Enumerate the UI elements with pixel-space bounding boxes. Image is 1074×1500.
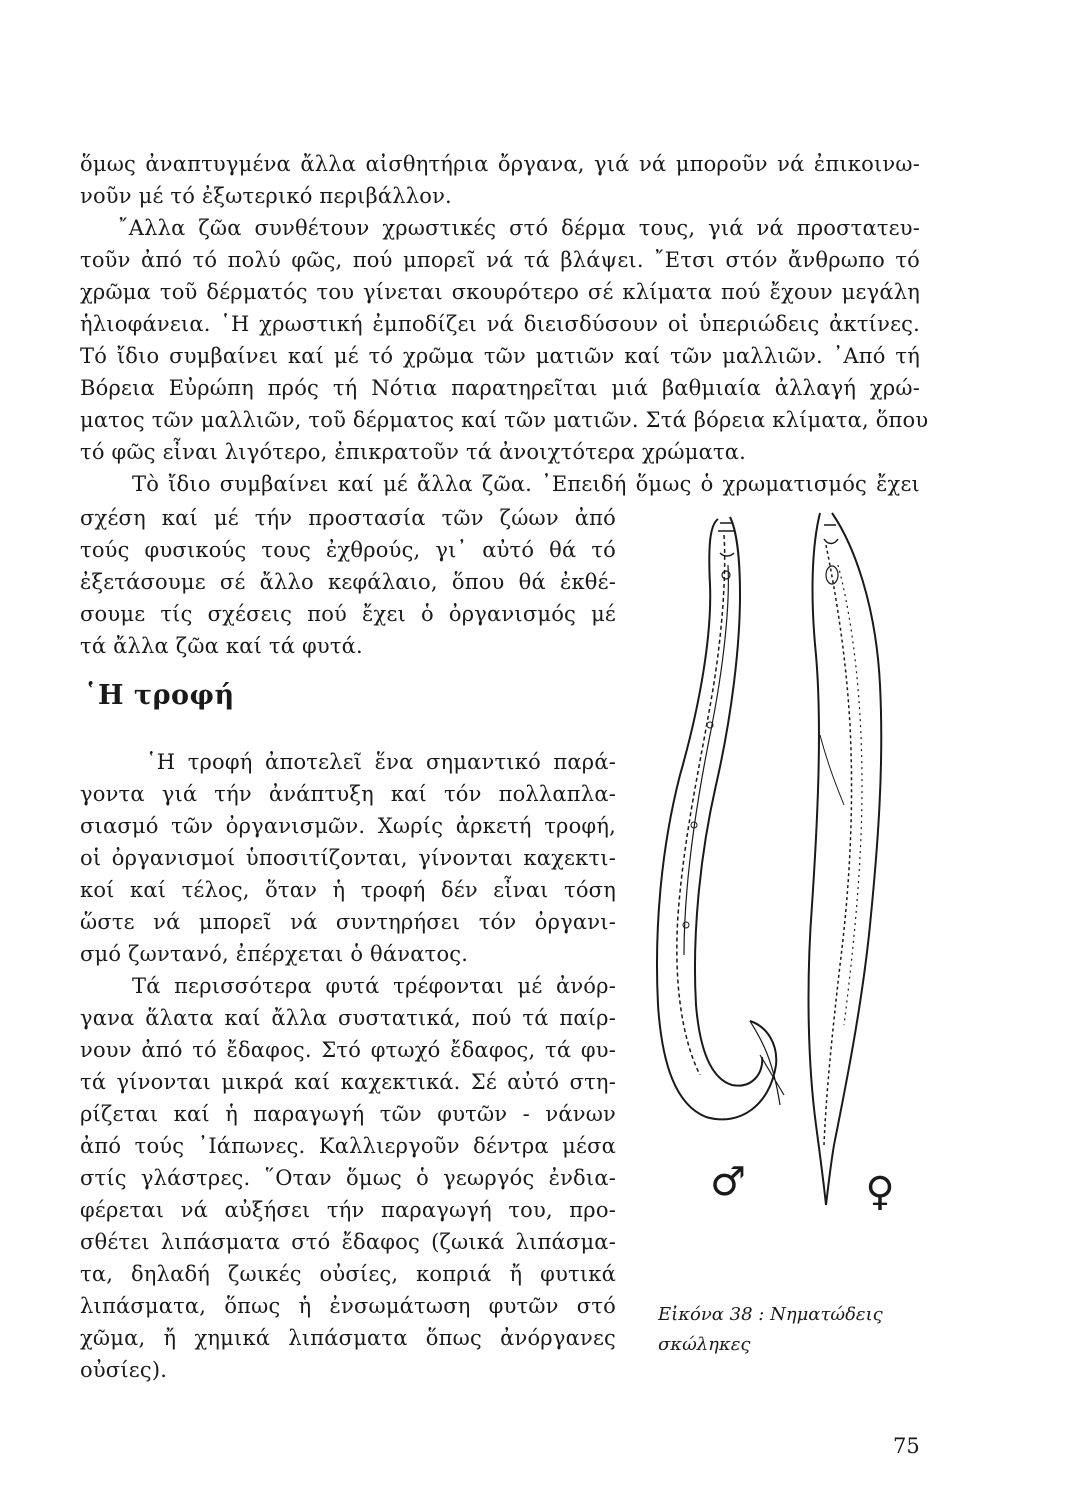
text-line: χρῶμα τοῦ δέρματός του γίνεται σκουρότερο σέ κλίματα πού ἔχουν μεγάλη <box>80 280 920 304</box>
text-line: σθέτει λιπάσματα στό ἔδαφος (ζωικά λιπάσμα- <box>80 1230 616 1254</box>
male-symbol: ♂ <box>710 1159 746 1205</box>
section-heading: ῾Η τροφή <box>84 680 235 711</box>
text-line: οὐσίες). <box>80 1358 168 1382</box>
text-line: γοντα γιά τήν ἀνάπτυξη καί τόν πολλαπλα- <box>80 782 616 806</box>
text-line: ἐξετάσουμε σέ ἄλλο κεφάλαιο, ὅπου θά ἐκθέ- <box>80 570 616 594</box>
text-line: χῶμα, ἤ χημικά λιπάσματα ὅπως ἀνόργανες <box>80 1326 616 1350</box>
figure-caption <box>658 1300 918 1360</box>
text-line: ματος τῶν μαλλιῶν, τοῦ δέρματος καί τῶν ματιῶν. Στά βόρεια κλίματα, ὅπου <box>80 408 929 432</box>
text-line: νουν ἀπό τό ἔδαφος. Στό φτωχό ἔδαφος, τά φυ- <box>80 1038 616 1062</box>
female-nematode-drawing <box>809 513 882 1205</box>
text-line: ὅμως ἀναπτυγμένα ἄλλα αἰσθητήρια ὄργανα, γιά νά μποροῦν νά ἐπικοινω- <box>80 152 920 176</box>
text-line: τά γίνονται μικρά καί καχεκτικά. Σέ αὐτό στη- <box>80 1070 616 1094</box>
text-line: σουμε τίς σχέσεις πού ἔχει ὁ ὀργανισμός μέ <box>80 602 616 626</box>
text-line: Βόρεια Εὐρώπη πρός τή Νότια παρατηρεῖται μιά βαθμιαία ἀλλαγή χρώ- <box>80 376 920 400</box>
text-line: Τά περισσότερα φυτά τρέφονται μέ ἀνόρ- <box>132 974 616 998</box>
nematode-figure <box>640 505 920 1225</box>
text-line: ὥστε νά μπορεῖ νά συντηρήσει τόν ὀργανι- <box>80 910 616 934</box>
text-line: κοί καί τέλος, ὅταν ἡ τροφή δέν εἶναι τόση <box>80 878 616 902</box>
caption-line: Εἰκόνα 38 : Νηματώδεις <box>658 1304 883 1325</box>
page-number: 75 <box>893 1434 920 1458</box>
text-line: τούς φυσικούς τους ἐχθρούς, γι᾿ αὐτό θά τό <box>80 538 616 562</box>
text-line: σμό ζωντανό, ἐπέρχεται ὁ θάνατος. <box>80 942 469 966</box>
text-line: νοῦν μέ τό ἐξωτερικό περιβάλλον. <box>80 184 452 208</box>
female-symbol: ♀ <box>865 1169 895 1215</box>
caption-line: σκώληκες <box>658 1334 751 1355</box>
text-line: ρίζεται καί ἡ παραγωγή τῶν φυτῶν - νάνων <box>80 1102 616 1126</box>
text-line: τό φῶς εἶναι λιγότερο, ἐπικρατοῦν τά ἀνοιχτότερα χρώματα. <box>80 440 747 464</box>
text-line: ἡλιοφάνεια. ῾Η χρωστική ἐμποδίζει νά διεισδύσουν οἱ ὑπεριώδεις ἀκτίνες. <box>80 312 920 336</box>
text-line: στίς γλάστρες. ῞Οταν ὅμως ὁ γεωργός ἐνδια- <box>80 1166 616 1190</box>
text-line: Τό ἴδιο συμβαίνει καί μέ τό χρῶμα τῶν ματιῶν καί τῶν μαλλιῶν. ᾿Από τή <box>80 344 920 368</box>
text-line: ἀπό τούς ᾿Ιάπωνες. Καλλιεργοῦν δέντρα μέσα <box>80 1134 616 1158</box>
text-line: σχέση καί μέ τήν προστασία τῶν ζώων ἀπό <box>80 506 616 530</box>
text-line: λιπάσματα, ὅπως ἡ ἐνσωμάτωση φυτῶν στό <box>80 1294 616 1318</box>
text-line: ῎Αλλα ζῶα συνθέτουν χρωστικές στό δέρμα τους, γιά νά προστατευ- <box>118 216 920 240</box>
text-line: τοῦν ἀπό τό πολύ φῶς, πού μπορεῖ νά τά βλάψει. ῎Ετσι στόν ἄνθρωπο τό <box>80 248 920 272</box>
text-line: φέρεται νά αὐξήσει τήν παραγωγή του, προ- <box>80 1198 616 1222</box>
text-line: ῾Η τροφή ἀποτελεῖ ἕνα σημαντικό παρά- <box>146 750 616 774</box>
text-line: γανα ἅλατα καί ἄλλα συστατικά, πού τά παίρ- <box>80 1006 616 1030</box>
text-line: οἱ ὀργανισμοί ὑποσιτίζονται, γίνονται καχεκτι- <box>80 846 616 870</box>
text-line: σιασμό τῶν ὀργανισμῶν. Χωρίς ἀρκετή τροφή, <box>80 814 616 838</box>
text-line: τά ἄλλα ζῶα καί τά φυτά. <box>80 634 363 658</box>
male-nematode-drawing <box>657 517 784 1119</box>
text-line: τα, δηλαδή ζωικές οὐσίες, κοπριά ἤ φυτικά <box>80 1262 616 1286</box>
text-line: Τὸ ἴδιο συμβαίνει καί μέ ἄλλα ζῶα. ᾿Επειδή ὅμως ὁ χρωματισμός ἔχει <box>132 472 920 496</box>
